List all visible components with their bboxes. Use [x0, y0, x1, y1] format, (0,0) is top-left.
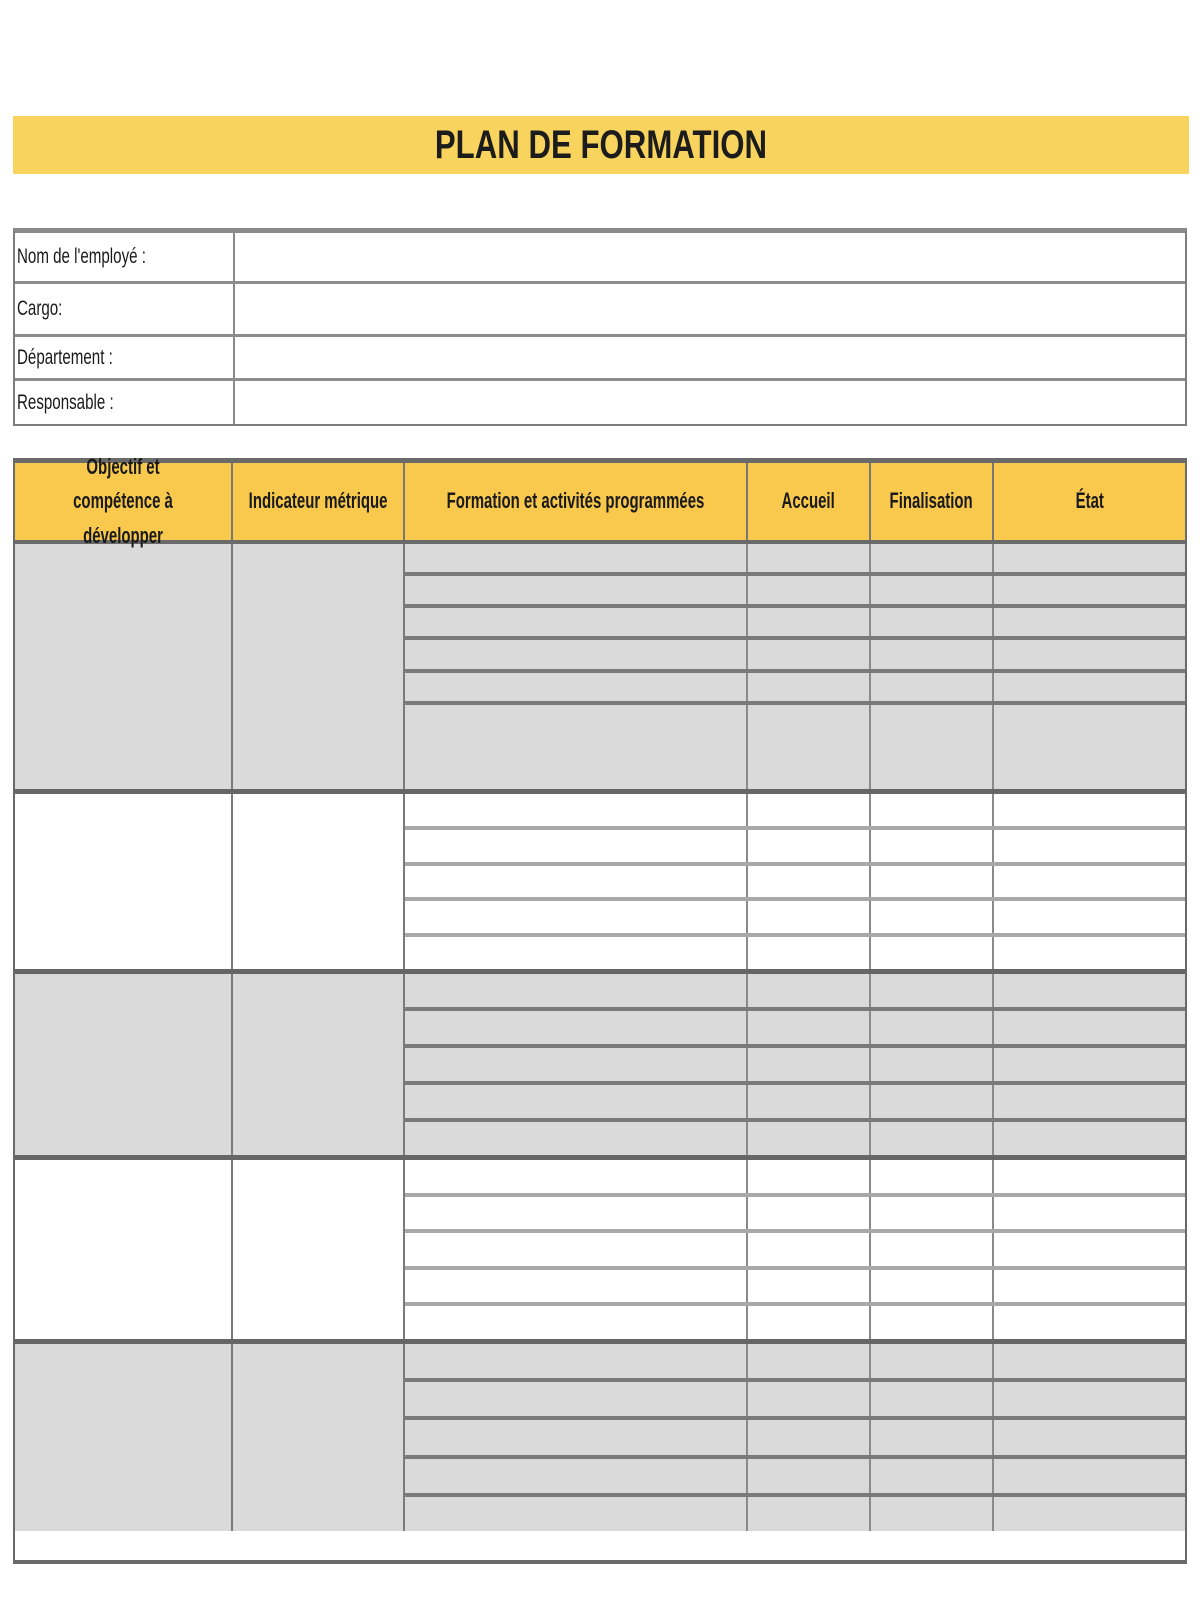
end-date-cell[interactable]	[871, 673, 994, 701]
start-date-cell[interactable]	[748, 1270, 871, 1303]
status-cell[interactable]	[994, 544, 1185, 572]
employee-name-field[interactable]	[235, 233, 1185, 281]
status-cell[interactable]	[994, 1233, 1185, 1266]
end-date-cell[interactable]	[871, 544, 994, 572]
training-cell[interactable]	[405, 1459, 748, 1493]
department-field[interactable]	[235, 337, 1185, 378]
start-date-cell[interactable]	[748, 1085, 871, 1118]
training-cell[interactable]	[405, 673, 748, 701]
end-date-cell[interactable]	[871, 901, 994, 933]
indicator-cell[interactable]	[233, 544, 405, 789]
start-date-cell[interactable]	[748, 1420, 871, 1454]
activity-rows	[405, 544, 1185, 789]
info-row-employee	[15, 233, 1185, 284]
training-cell[interactable]	[405, 1420, 748, 1454]
activity-row	[405, 1270, 1185, 1307]
status-cell[interactable]	[994, 1306, 1185, 1339]
training-cell[interactable]	[405, 608, 748, 636]
info-label-department: Département :	[17, 345, 113, 369]
info-label-manager: Responsable :	[17, 390, 114, 414]
status-cell[interactable]	[994, 608, 1185, 636]
info-label-employee: Nom de l'employé :	[17, 245, 146, 268]
end-date-cell[interactable]	[871, 1270, 994, 1303]
training-cell[interactable]	[405, 830, 748, 862]
status-cell[interactable]	[994, 1011, 1185, 1044]
activity-row	[405, 937, 1185, 969]
training-cell[interactable]	[405, 794, 748, 826]
activity-rows	[405, 1344, 1185, 1531]
end-date-cell[interactable]	[871, 1085, 994, 1118]
info-label-cargo: Cargo:	[17, 297, 63, 320]
start-date-cell[interactable]	[748, 1197, 871, 1230]
start-date-cell[interactable]	[748, 1160, 871, 1193]
objective-cell[interactable]	[15, 544, 233, 789]
header-status: État	[1075, 488, 1104, 514]
header-training: Formation et activités programmées	[446, 488, 705, 514]
indicator-cell[interactable]	[233, 794, 405, 969]
activity-row	[405, 830, 1185, 866]
status-cell[interactable]	[994, 1085, 1185, 1118]
objective-cell[interactable]	[15, 1160, 233, 1339]
training-cell[interactable]	[405, 974, 748, 1007]
start-date-cell[interactable]	[748, 576, 871, 604]
header-start: Accueil	[781, 488, 836, 514]
training-cell[interactable]	[405, 937, 748, 969]
manager-field[interactable]	[235, 381, 1185, 424]
end-date-cell[interactable]	[871, 937, 994, 969]
end-date-cell[interactable]	[871, 1233, 994, 1266]
activity-row	[405, 640, 1185, 672]
end-date-cell[interactable]	[871, 794, 994, 826]
training-plan-table	[13, 454, 1187, 1564]
status-cell[interactable]	[994, 901, 1185, 933]
activity-row	[405, 1306, 1185, 1339]
end-date-cell[interactable]	[871, 1122, 994, 1155]
activity-row	[405, 974, 1185, 1011]
start-date-cell[interactable]	[748, 1048, 871, 1081]
status-cell[interactable]	[994, 576, 1185, 604]
activity-row	[405, 608, 1185, 640]
end-date-cell[interactable]	[871, 1160, 994, 1193]
activity-rows	[405, 1160, 1185, 1339]
end-date-cell[interactable]	[871, 640, 994, 668]
status-cell[interactable]	[994, 1270, 1185, 1303]
activity-row	[405, 1085, 1185, 1122]
status-cell[interactable]	[994, 866, 1185, 898]
status-cell[interactable]	[994, 1497, 1185, 1531]
start-date-cell[interactable]	[748, 1497, 871, 1531]
status-cell[interactable]	[994, 794, 1185, 826]
header-objective: Objectif et compétence à développer	[73, 454, 173, 548]
activity-row	[405, 794, 1185, 830]
training-cell[interactable]	[405, 1048, 748, 1081]
activity-row	[405, 1048, 1185, 1085]
end-date-cell[interactable]	[871, 705, 994, 789]
start-date-cell[interactable]	[748, 937, 871, 969]
status-cell[interactable]	[994, 1459, 1185, 1493]
training-cell[interactable]	[405, 576, 748, 604]
training-cell[interactable]	[405, 1233, 748, 1266]
training-cell[interactable]	[405, 1197, 748, 1230]
activity-row	[405, 544, 1185, 576]
activity-rows	[405, 974, 1185, 1155]
indicator-cell[interactable]	[233, 1344, 405, 1531]
end-date-cell[interactable]	[871, 1048, 994, 1081]
objective-cell[interactable]	[15, 974, 233, 1155]
activity-row	[405, 1160, 1185, 1197]
end-date-cell[interactable]	[871, 1459, 994, 1493]
indicator-cell[interactable]	[233, 974, 405, 1155]
training-cell[interactable]	[405, 1270, 748, 1303]
cargo-field[interactable]	[235, 284, 1185, 334]
end-date-cell[interactable]	[871, 866, 994, 898]
end-date-cell[interactable]	[871, 1382, 994, 1416]
plan-group	[15, 1344, 1185, 1531]
activity-row	[405, 866, 1185, 902]
status-cell[interactable]	[994, 1382, 1185, 1416]
end-date-cell[interactable]	[871, 1344, 994, 1378]
training-cell[interactable]	[405, 1344, 748, 1378]
info-row-manager	[15, 381, 1185, 424]
training-cell[interactable]	[405, 1160, 748, 1193]
activity-row	[405, 705, 1185, 789]
start-date-cell[interactable]	[748, 866, 871, 898]
status-cell[interactable]	[994, 1344, 1185, 1378]
status-cell[interactable]	[994, 640, 1185, 668]
activity-row	[405, 1344, 1185, 1382]
title-banner	[13, 116, 1189, 174]
plan-table-header	[15, 454, 1185, 548]
indicator-cell[interactable]	[233, 1160, 405, 1339]
objective-cell[interactable]	[15, 794, 233, 969]
start-date-cell[interactable]	[748, 640, 871, 668]
end-date-cell[interactable]	[871, 1420, 994, 1454]
start-date-cell[interactable]	[748, 1459, 871, 1493]
status-cell[interactable]	[994, 1122, 1185, 1155]
status-cell[interactable]	[994, 1048, 1185, 1081]
end-date-cell[interactable]	[871, 1306, 994, 1339]
training-cell[interactable]	[405, 901, 748, 933]
end-date-cell[interactable]	[871, 974, 994, 1007]
training-cell[interactable]	[405, 544, 748, 572]
plan-table-body	[15, 544, 1185, 1531]
plan-group	[15, 1160, 1185, 1344]
end-date-cell[interactable]	[871, 1497, 994, 1531]
end-date-cell[interactable]	[871, 1011, 994, 1044]
status-cell[interactable]	[994, 937, 1185, 969]
status-cell[interactable]	[994, 830, 1185, 862]
activity-row	[405, 1497, 1185, 1531]
activity-row	[405, 1459, 1185, 1497]
activity-row	[405, 1420, 1185, 1458]
training-cell[interactable]	[405, 866, 748, 898]
page-title: PLAN DE FORMATION	[434, 122, 768, 167]
status-cell[interactable]	[994, 673, 1185, 701]
training-cell[interactable]	[405, 640, 748, 668]
start-date-cell[interactable]	[748, 544, 871, 572]
start-date-cell[interactable]	[748, 1306, 871, 1339]
plan-group	[15, 544, 1185, 794]
training-cell[interactable]	[405, 1011, 748, 1044]
training-cell[interactable]	[405, 1122, 748, 1155]
activity-rows	[405, 794, 1185, 969]
start-date-cell[interactable]	[748, 705, 871, 789]
objective-cell[interactable]	[15, 1344, 233, 1531]
start-date-cell[interactable]	[748, 1382, 871, 1416]
header-indicator: Indicateur métrique	[248, 488, 388, 514]
employee-info-table	[13, 228, 1187, 426]
start-date-cell[interactable]	[748, 901, 871, 933]
training-cell[interactable]	[405, 705, 748, 789]
start-date-cell[interactable]	[748, 1233, 871, 1266]
start-date-cell[interactable]	[748, 673, 871, 701]
end-date-cell[interactable]	[871, 830, 994, 862]
start-date-cell[interactable]	[748, 1344, 871, 1378]
plan-group	[15, 974, 1185, 1160]
activity-row	[405, 1011, 1185, 1048]
start-date-cell[interactable]	[748, 974, 871, 1007]
status-cell[interactable]	[994, 974, 1185, 1007]
activity-row	[405, 1382, 1185, 1420]
end-date-cell[interactable]	[871, 608, 994, 636]
status-cell[interactable]	[994, 705, 1185, 789]
info-row-cargo	[15, 284, 1185, 337]
status-cell[interactable]	[994, 1420, 1185, 1454]
end-date-cell[interactable]	[871, 576, 994, 604]
start-date-cell[interactable]	[748, 830, 871, 862]
start-date-cell[interactable]	[748, 1011, 871, 1044]
status-cell[interactable]	[994, 1160, 1185, 1193]
activity-row	[405, 1122, 1185, 1155]
end-date-cell[interactable]	[871, 1197, 994, 1230]
activity-row	[405, 673, 1185, 705]
info-row-department	[15, 337, 1185, 381]
start-date-cell[interactable]	[748, 608, 871, 636]
training-cell[interactable]	[405, 1085, 748, 1118]
training-cell[interactable]	[405, 1382, 748, 1416]
status-cell[interactable]	[994, 1197, 1185, 1230]
activity-row	[405, 1197, 1185, 1234]
start-date-cell[interactable]	[748, 794, 871, 826]
header-end: Finalisation	[889, 488, 974, 514]
activity-row	[405, 901, 1185, 937]
training-cell[interactable]	[405, 1497, 748, 1531]
start-date-cell[interactable]	[748, 1122, 871, 1155]
plan-group	[15, 794, 1185, 974]
activity-row	[405, 576, 1185, 608]
activity-row	[405, 1233, 1185, 1270]
training-cell[interactable]	[405, 1306, 748, 1339]
